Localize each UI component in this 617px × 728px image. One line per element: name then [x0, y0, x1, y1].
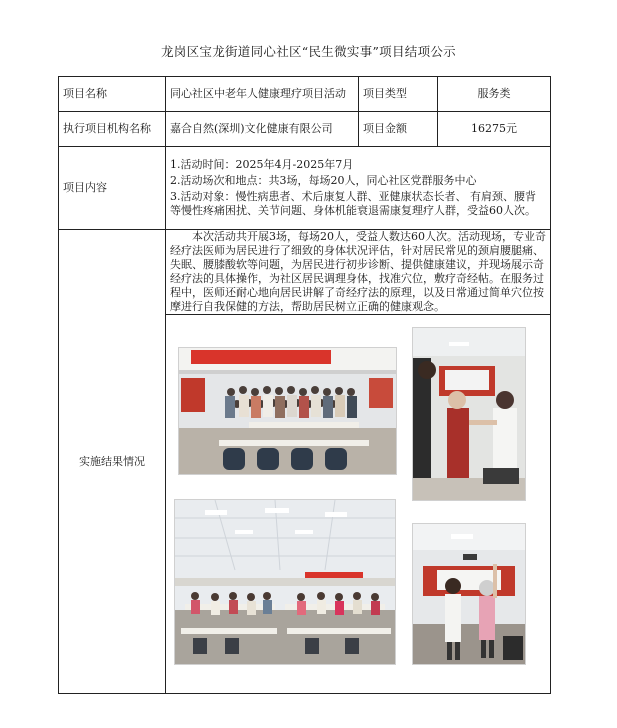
row-content — [59, 147, 551, 230]
photo-demonstration — [412, 523, 526, 665]
photo-hall-image — [175, 500, 395, 664]
content-line-venue: 2.活动场次和地点：共3场，每场20人，同心社区党群服务中心 — [170, 174, 477, 187]
photo-treatment — [412, 327, 526, 501]
project-table — [58, 76, 551, 694]
document-title: 龙岗区宝龙街道同心社区“民生微实事”项目结项公示 — [161, 44, 456, 59]
photo-treatment-image — [413, 328, 525, 500]
row-executor — [59, 112, 551, 147]
content-line-audience: 3.活动对象：慢性病患者、术后康复人群、亚健康状态长者、 有肩颈、腰背等慢性疼痛困扰、关节问题、身体机能衰退需康复理疗人群，受益60人次。 — [170, 190, 536, 217]
content-cell — [166, 147, 551, 230]
project-name-value: 同心社区中老年人健康理疗项目活动 — [166, 77, 359, 112]
photo-group — [178, 347, 397, 475]
content-label: 项目内容 — [59, 147, 166, 230]
photo-group-image — [179, 348, 396, 474]
project-name-label: 项目名称 — [59, 77, 166, 112]
photo-demonstration-image — [413, 524, 525, 664]
executor-label: 执行项目机构名称 — [59, 112, 166, 147]
result-summary: 本次活动共开展3场，每场20人，受益人数达60人次。活动现场，专业奇经疗法医师为居民进行了细致的身体状况评估，针对居民常见的颈肩腰腿痛、失眠、腰膝酸软等问题，为居民进行初步诊断、提供健康建议，并现场展示奇经疗法的具体操作，为社区居民调理身体，找准穴位，敷疗奇经帖。在服务过程中，医师还耐心地向居民讲解了奇经疗法的原理，以及日常通过简单穴位按摩进行自我保健的方法，帮助居民树立正确的健康观念。 — [166, 230, 551, 315]
project-type-label: 项目类型 — [359, 77, 438, 112]
project-type-value: 服务类 — [438, 77, 551, 112]
row-project-name — [59, 77, 551, 112]
amount-value: 16275元 — [438, 112, 551, 147]
row-result-summary — [59, 230, 551, 315]
amount-label: 项目金额 — [359, 112, 438, 147]
photo-grid — [166, 315, 551, 694]
executor-value: 嘉合自然(深圳)文化健康有限公司 — [166, 112, 359, 147]
photo-hall — [174, 499, 396, 665]
result-label: 实施结果情况 — [59, 230, 166, 694]
content-line-time: 1.活动时间：2025年4月-2025年7月 — [170, 158, 354, 171]
